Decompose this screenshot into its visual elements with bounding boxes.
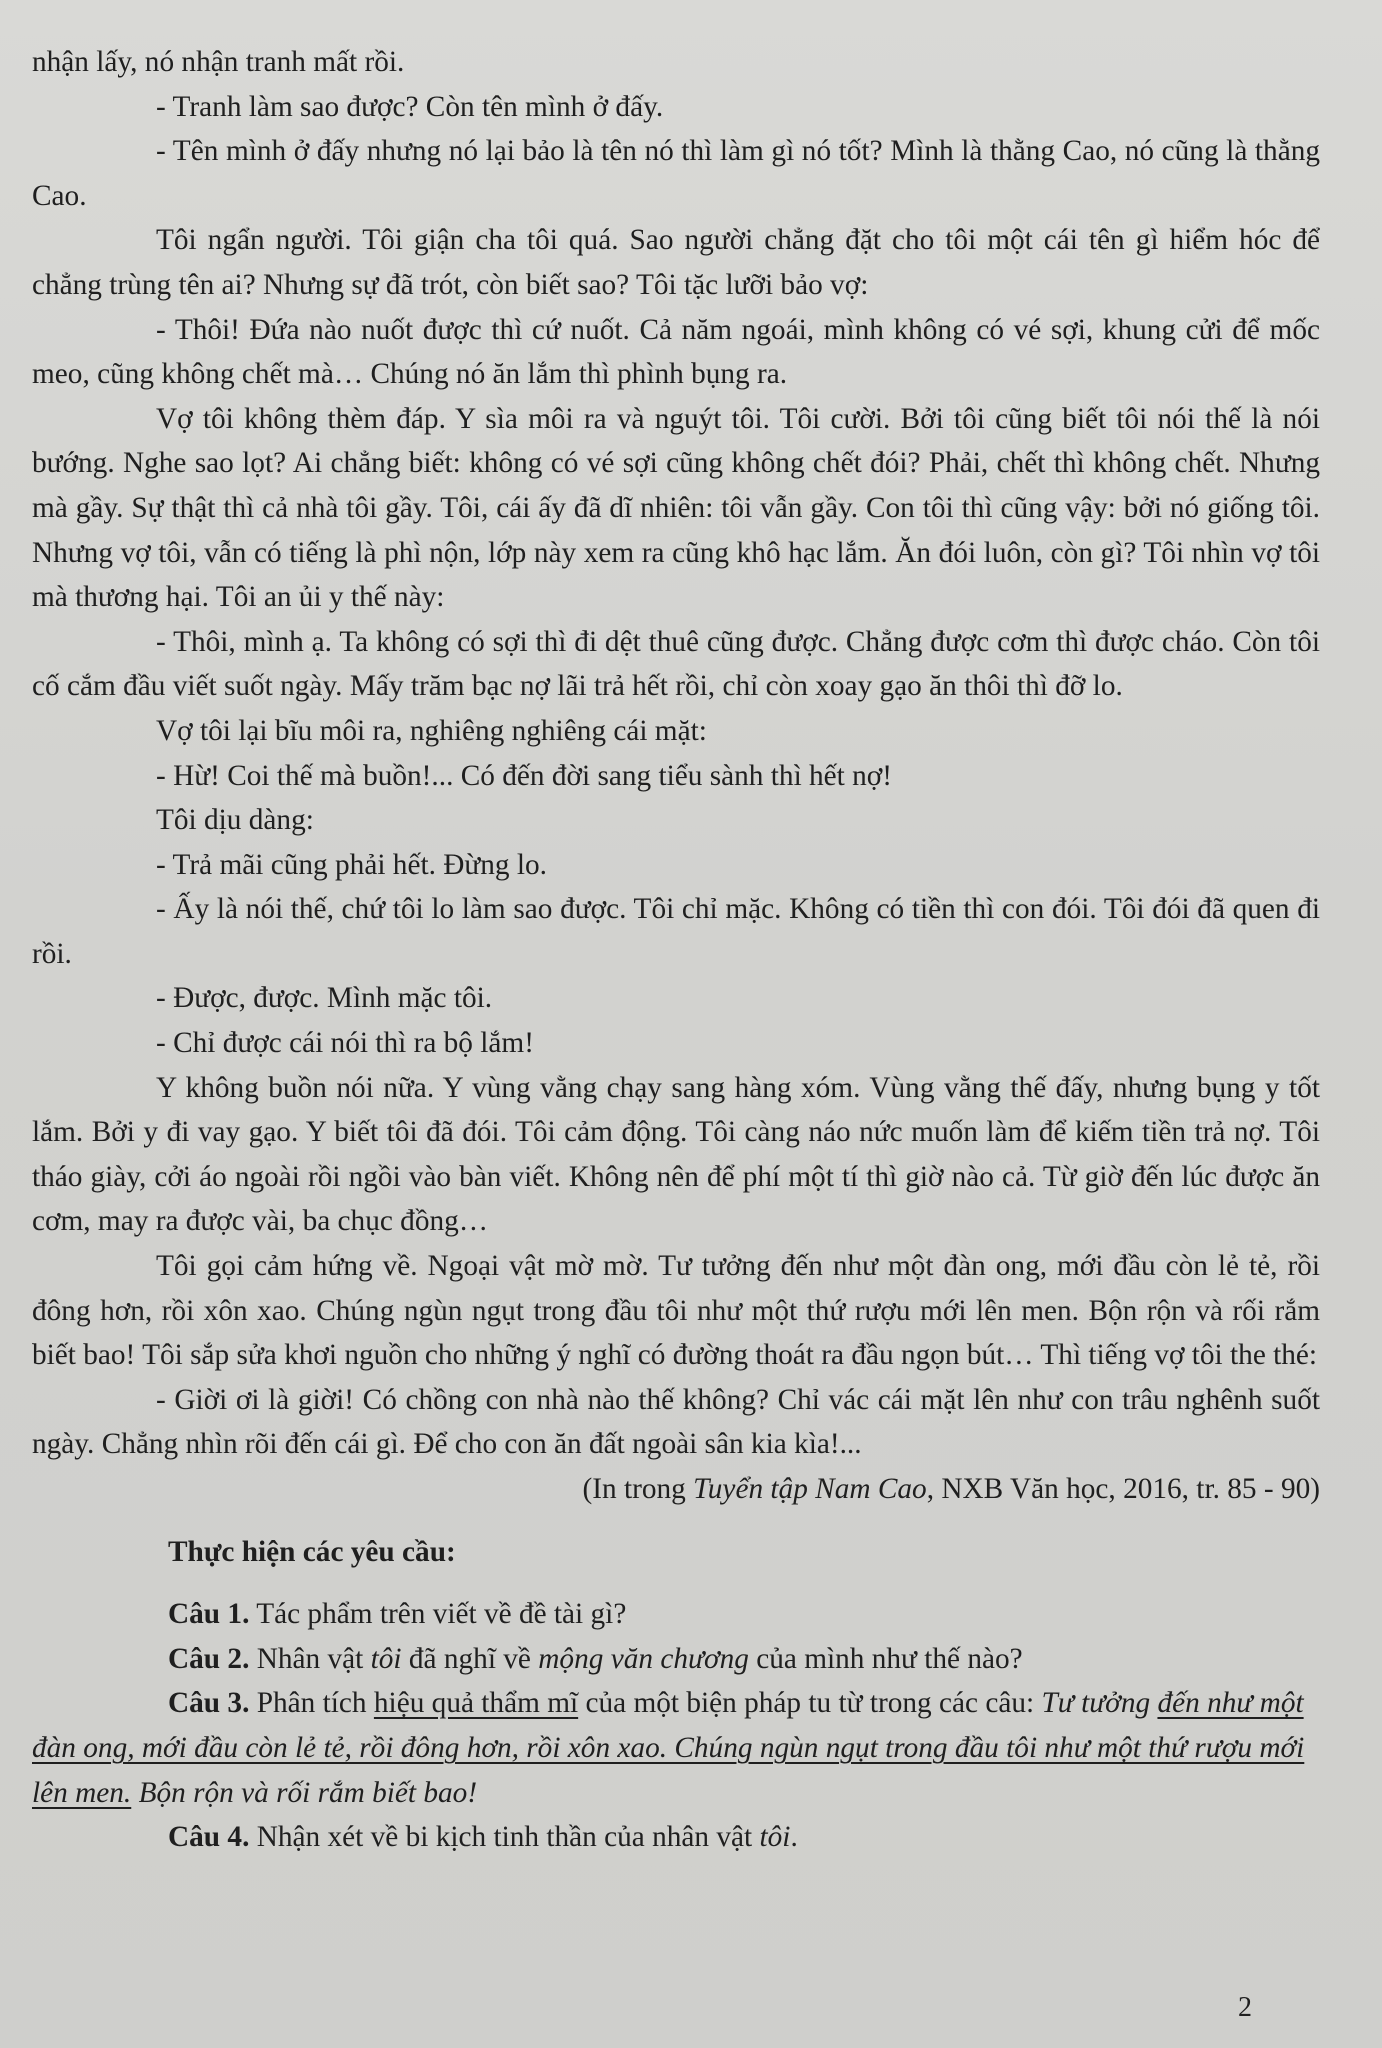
story-text — [32, 40, 1320, 1860]
question-text: Bộn rộn và rối rắm biết bao! — [131, 1776, 478, 1809]
dialogue-4: - Thôi, mình ạ. Ta không có sợi thì đi dệt thuê cũng được. Chẳng được cơm thì được cháo. Còn tôi cố cắm đầu viết suốt ngày. Mấy trăm bạc nợ lãi trả hết rồi, chỉ còn xoay gạo ăn thôi thì đỡ lo. — [32, 625, 1320, 703]
section-spacer — [32, 1574, 1320, 1592]
dialogue-3: - Thôi! Đứa nào nuốt được thì cứ nuốt. Cả năm ngoái, mình không có vé sợi, khung cửi để mốc meo, cũng không chết mà… Chúng nó ăn lắm thì phình bụng ra. — [32, 313, 1320, 391]
dialogue-8: - Được, được. Mình mặc tôi. — [156, 982, 493, 1015]
question-text: mộng văn chương — [538, 1642, 749, 1675]
question-text: đã nghĩ về — [401, 1642, 539, 1675]
page-number: 2 — [1238, 1992, 1252, 2023]
paragraph-5: Tôi dịu dàng: — [156, 804, 314, 837]
question-label: Câu 3. — [168, 1687, 250, 1720]
question-label: Câu 4. — [168, 1821, 250, 1854]
dialogue-10: - Giời ơi là giời! Có chồng con nhà nào thế không? Chỉ vác cái mặt lên như con trâu nghênh suốt ngày. Chẳng nhìn rõi đến cái gì. Để cho con ăn đất ngoài sân kia kìa!... — [32, 1383, 1320, 1461]
question-text: Nhận xét về bi kịch tinh thần của nhân vật — [249, 1821, 760, 1854]
paragraph-2: Tôi ngẩn người. Tôi giận cha tôi quá. Sao người chẳng đặt cho tôi một cái tên gì hiểm hóc để chẳng trùng tên ai? Nhưng sự đã trót, còn biết sao? Tôi tặc lưỡi bảo vợ: — [32, 224, 1320, 301]
question-text: tôi — [759, 1821, 791, 1854]
dialogue-6: - Trả mãi cũng phải hết. Đừng lo. — [156, 848, 548, 881]
dialogue-1: - Tranh làm sao được? Còn tên mình ở đấy. — [156, 90, 664, 123]
section-title: Thực hiện các yêu cầu: — [168, 1535, 456, 1568]
question-list — [32, 1592, 1320, 1860]
question-1 — [32, 1592, 1320, 1637]
question-text: của một biện pháp tu từ trong các câu: — [578, 1687, 1042, 1720]
dialogue-2: - Tên mình ở đấy nhưng nó lại bảo là tên nó thì làm gì nó tốt? Mình là thằng Cao, nó cũng là thằng Cao. — [32, 135, 1320, 212]
question-3 — [32, 1681, 1320, 1815]
question-text: Phân tích — [249, 1687, 374, 1720]
question-text: tôi — [370, 1642, 402, 1675]
question-text: Nhân vật — [249, 1642, 371, 1675]
question-label: Câu 2. — [168, 1642, 250, 1675]
source-prefix: (In trong — [582, 1473, 694, 1505]
dialogue-5: - Hừ! Coi thế mà buồn!... Có đến đời sang tiểu sành thì hết nợ! — [156, 759, 893, 792]
question-text: Tác phẩm trên viết về đề tài gì? — [249, 1598, 627, 1631]
question-2 — [32, 1637, 1320, 1682]
question-label: Câu 1. — [168, 1598, 250, 1631]
question-text: Tư tưởng — [1041, 1687, 1158, 1720]
question-text: của mình như thế nào? — [748, 1642, 1023, 1675]
question-4 — [32, 1815, 1320, 1860]
paragraph-3: Vợ tôi không thèm đáp. Y sìa môi ra và nguýt tôi. Tôi cười. Bởi tôi cũng biết tôi nói thế là nói bướng. Nghe sao lọt? Ai chẳng biết: không có vé sợi cũng không chết đói? Phải, chết thì không chết. Nhưng mà gầy. Sự thật thì cả nhà tôi gầy. Tôi, cái ấy đã dĩ nhiên: tôi vẫn gầy. Con tôi thì cũng vậy: bởi nó giống tôi. Nhưng vợ tôi, vẫn có tiếng là phì nộn, lớp này xem ra cũng khô hạc lắm. Ăn đói luôn, còn gì? Tôi nhìn vợ tôi mà thương hại. Tôi an ủi y thế này: — [32, 402, 1320, 614]
paragraph-1: nhận lấy, nó nhận tranh mất rồi. — [32, 46, 405, 78]
dialogue-7: - Ấy là nói thế, chứ tôi lo làm sao được. Tôi chỉ mặc. Không có tiền thì con đói. Tôi đói đã quen đi rồi. — [32, 893, 1320, 970]
source-book-title: Tuyển tập Nam Cao — [693, 1473, 927, 1505]
dialogue-9: - Chỉ được cái nói thì ra bộ lắm! — [156, 1027, 534, 1060]
question-text: . — [790, 1821, 798, 1854]
source-suffix: , NXB Văn học, 2016, tr. 85 - 90) — [926, 1473, 1320, 1505]
paragraph-6: Y không buồn nói nữa. Y vùng vằng chạy sang hàng xóm. Vùng vằng thế đấy, nhưng bụng y tốt lắm. Bởi y đi vay gạo. Y biết tôi đã đói. Tôi cảm động. Tôi càng náo nức muốn làm để kiếm tiền trả nợ. Tôi tháo giày, cởi áo ngoài rồi ngồi vào bàn viết. Không nên để phí một tí thì giờ nào cả. Từ giờ đến lúc được ăn cơm, may ra được vài, ba chục đồng… — [32, 1071, 1320, 1238]
question-text: hiệu quả thẩm mĩ — [373, 1687, 579, 1720]
source-citation — [32, 1467, 1320, 1512]
paragraph-7: Tôi gọi cảm hứng về. Ngoại vật mờ mờ. Tư tưởng đến như một đàn ong, mới đầu còn lẻ tẻ, rồi đông hơn, rồi xôn xao. Chúng ngùn ngụt trong đầu tôi như một thứ rượu mới lên men. Bộn rộn và rối rắm biết bao! Tôi sắp sửa khơi nguồn cho những ý nghĩ có đường thoát ra đầu ngọn bút… Thì tiếng vợ tôi the thé: — [32, 1250, 1320, 1372]
question-text: đến như một đàn ong, mới đầu còn lẻ tẻ, rồi đông hơn, rồi xôn xao. Chúng ngùn ngụt trong đầu tôi như một thứ rượu mới lên men. — [32, 1687, 1305, 1809]
paragraph-4: Vợ tôi lại bĩu môi ra, nghiêng nghiêng cái mặt: — [156, 714, 707, 747]
